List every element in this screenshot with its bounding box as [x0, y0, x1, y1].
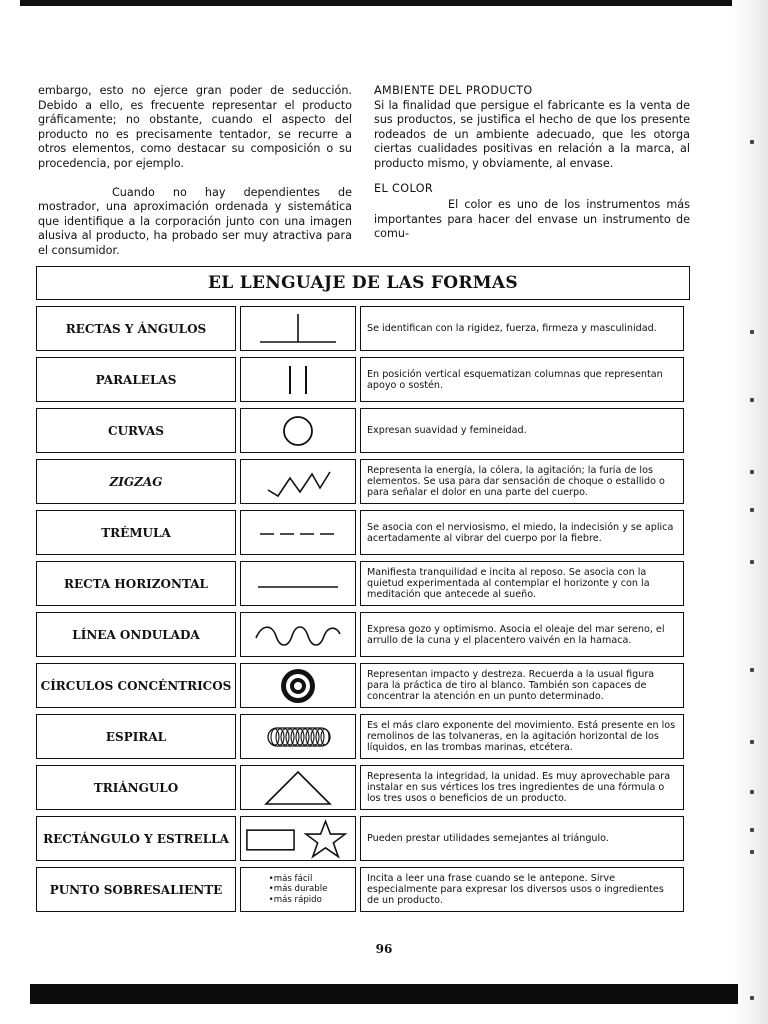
table-row	[36, 357, 690, 402]
shapes-table	[36, 266, 690, 912]
shape-description: Representan impacto y destreza. Recuerda a la usual figura para la práctica de tiro al blanco. También son capaces de concentrar la atención en un punto determinado.	[360, 663, 684, 708]
shape-description: Se identifican con la rigidez, fuerza, firmeza y masculinidad.	[360, 306, 684, 351]
shape-description: En posición vertical esquematizan columnas que representan apoyo o sostén.	[360, 357, 684, 402]
table-row	[36, 765, 690, 810]
table-row	[36, 714, 690, 759]
table-row	[36, 816, 690, 861]
bullet-list	[269, 874, 328, 906]
shape-name: ESPIRAL	[36, 714, 236, 759]
table-row	[36, 561, 690, 606]
top-scan-bar	[20, 0, 748, 6]
section-heading-color: EL COLOR	[374, 181, 434, 195]
shape-description: Expresan suavidad y femineidad.	[360, 408, 684, 453]
parallel-lines-icon	[240, 357, 356, 402]
shape-name: PARALELAS	[36, 357, 236, 402]
left-paragraph-1: embargo, esto no ejerce gran poder de seducción. Debido a ello, es frecuente representar el producto gráficamente; no obstante, cuando el aspecto del producto no es precisamente tentador, se recurre a otros elementos, como destacar su composición o su procedencia, por ejemplo.	[38, 84, 352, 170]
bullet-item: •más fácil	[268, 873, 313, 884]
shape-name: RECTÁNGULO Y ESTRELLA	[36, 816, 236, 861]
shape-description: Se asocia con el nerviosismo, el miedo, la indecisión y se aplica acertadamente al vibrar del cuerpo por la fiebre.	[360, 510, 684, 555]
shape-name: PUNTO SOBRESALIENTE	[36, 867, 236, 912]
table-row	[36, 867, 690, 912]
shape-description: Expresa gozo y optimismo. Asocia el oleaje del mar sereno, el arrullo de la cuna y el placentero vaivén en la hamaca.	[360, 612, 684, 657]
shape-name: TRÉMULA	[36, 510, 236, 555]
left-column	[38, 84, 352, 259]
section-heading-ambiente: AMBIENTE DEL PRODUCTO	[374, 84, 533, 97]
dashed-line-icon	[240, 510, 356, 555]
table-row	[36, 612, 690, 657]
triangle-icon	[240, 765, 356, 810]
table-row	[36, 510, 690, 555]
shape-description: Representa la energía, la cólera, la agitación; la furia de los elementos. Se usa para dar sensación de choque o estallido o para señalar el dolor en una parte del cuerpo.	[360, 459, 684, 504]
shape-name: RECTA HORIZONTAL	[36, 561, 236, 606]
horizontal-line-icon	[240, 561, 356, 606]
shape-description: Manifiesta tranquilidad e incita al reposo. Se asocia con la quietud experimentada al contemplar el horizonte y con la meditación que antecede al sueño.	[360, 561, 684, 606]
shape-name: CURVAS	[36, 408, 236, 453]
scan-edge	[732, 0, 768, 1024]
zigzag-icon	[240, 459, 356, 504]
right-column	[374, 84, 690, 242]
shape-name: ZIGZAG	[36, 459, 236, 504]
circle-icon	[240, 408, 356, 453]
rectangle-star-icon	[240, 816, 356, 861]
table-row	[36, 408, 690, 453]
table-title: EL LENGUAJE DE LAS FORMAS	[36, 266, 690, 300]
table-row	[36, 459, 690, 504]
bottom-scan-bar	[30, 984, 738, 1004]
left-paragraph-2: Cuando no hay dependientes de mostrador, una aproximación ordenada y sistemática que identifique a la corporación junto con una imagen alusiva al producto, ha probado ser muy atractiva para el consumidor.	[38, 185, 352, 257]
table-row	[36, 663, 690, 708]
shape-name: LÍNEA ONDULADA	[36, 612, 236, 657]
wavy-line-icon	[240, 612, 356, 657]
right-paragraph-2: El color es uno de los instrumentos más importantes para hacer del envase un instrumento de comu-	[374, 198, 690, 241]
shape-name: CÍRCULOS CONCÉNTRICOS	[36, 663, 236, 708]
shape-name: RECTAS Y ÁNGULOS	[36, 306, 236, 351]
page-number: 96	[375, 942, 393, 956]
shape-description: Pueden prestar utilidades semejantes al triángulo.	[360, 816, 684, 861]
bullet-list-icon	[240, 867, 356, 912]
shape-description: Es el más claro exponente del movimiento. Está presente en los remolinos de las tolvaneras, en la agitación horizontal de los líquidos, en las trombas marinas, etcétera.	[360, 714, 684, 759]
concentric-circles-icon	[240, 663, 356, 708]
shape-description: Incita a leer una frase cuando se le antepone. Sirve especialmente para expresar los diversos usos o ingredientes de un producto.	[360, 867, 684, 912]
right-angle-icon	[240, 306, 356, 351]
right-paragraph-1: Si la finalidad que persigue el fabricante es la venta de sus productos, se justifica el hecho de que los presente rodeados de un ambiente adecuado, que les otorga ciertas cualidades positivas en relación a la marca, al producto mismo, y obviamente, al envase.	[374, 98, 690, 170]
shape-description: Representa la integridad, la unidad. Es muy aprovechable para instalar en sus vértices los tres ingredientes de una fórmula o los tres usos o beneficios de un producto.	[360, 765, 684, 810]
spiral-icon	[240, 714, 356, 759]
table-row	[36, 306, 690, 351]
bullet-item: •más durable	[268, 884, 328, 895]
shape-name: TRIÁNGULO	[36, 765, 236, 810]
bullet-item: •más rápido	[268, 894, 322, 905]
